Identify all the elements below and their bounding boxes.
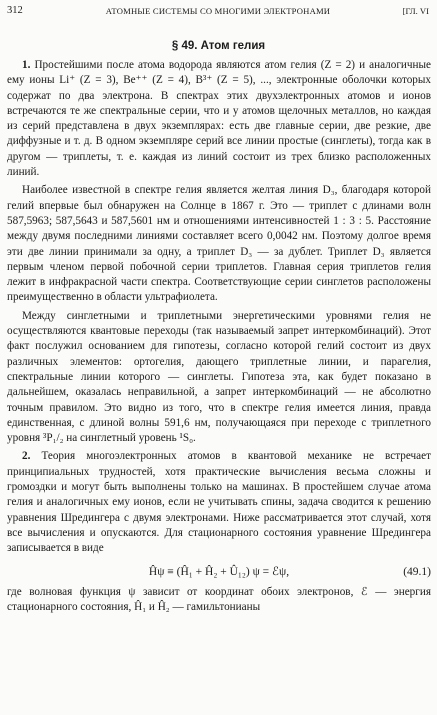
paragraph-text: Простейшими после атома водорода являются атом гелия (Z = 2) и аналогичные ему ионы Li⁺ (Z = 3), Be⁺⁺ (Z = 4), B³⁺ (Z = 5), ..., электронные оболочки которых содержат по два электрона. В спектрах этих двухэлектронных атомов и ионов встречаются те же спектральные серии, что и у атомов щелочных металлов, но каждая из серий представлена в двух экземплярах: есть две главные серии, две резкие, две диффузные и т. д. В одном экземпляре серий все линии простые (синглеты), тогда как в другом — триплеты, т. е. каждая из линий состоит из трех близко расположенных линий. <box>7 59 432 179</box>
paragraph-text: Теория многоэлектронных атомов в квантовой механике не встречает принципиальных трудностей, хотя практические вычисления весьма сложны и громоздки и могут быть выполнены только на машинах. В простейшем случае атома гелия и аналогичных ему ионов, если не учитывать спины, задача сводится к решению уравнения Шредингера с двумя электронами. Ниже рассматривается этот случай, хотя все вычисления и опускаются. Для стационарного состояния уравнение Шредингера записывается в виде <box>7 450 431 555</box>
running-title: АТОМНЫЕ СИСТЕМЫ СО МНОГИМИ ЭЛЕКТРОНАМИ <box>105 6 331 16</box>
chapter-label: [ГЛ. VI <box>402 6 429 16</box>
paragraph-text: Наиболее известной в спектре гелия является желтая линия D₃, благодаря которой гелий впервые был обнаружен на Солнце в 1867 г. Это — триплет с длинами волн 587,5963; 587,5643 и 587,5601 нм и отношениями интенсивностей 1 : 3 : 5. Расстояние между двумя последними линиями составляет всего 0,0042 нм. Поэтому долгое время эти две линии принимали за одну, а триплет D₃ — за дублет. Триплет D₃ является первым членом первой побочной серии триплетов. Главная серия триплетов гелия лежит в инфракрасной части спектра. Соответствующие серии синглетов расположены преимущественно в области ультрафиолета. <box>7 184 431 304</box>
equation-expression: Ĥψ ≡ (Ĥ₁ + Ĥ₂ + Û₁₂) ψ = ℰψ, <box>148 565 290 578</box>
paragraph-text: где волновая функция ψ зависит от координат обоих электронов, ℰ — энергия стационарного состояния, Ĥ₁ и Ĥ₂ — гамильтонианы <box>7 585 431 613</box>
paragraph-1 <box>7 58 431 180</box>
equation-49-1 <box>7 563 431 581</box>
item-number: 1. <box>22 59 31 71</box>
paragraph-4 <box>7 449 431 556</box>
equation-number: (49.1) <box>403 565 431 578</box>
paragraph-3 <box>7 309 431 447</box>
paragraph-text: Между синглетными и триплетными энергетическими уровнями гелия не осуществляются квантовые переходы (так называемый запрет интеркомбинаций). Этот факт послужил основанием для гипотезы, согласно которой гелий состоит из двух различных элементов: ортогелия, дающего триплетные линии, и парагелия, спектральные линии которого — синглеты. Гипотеза эта, как будет показано в дальнейшем, оказалась неправильной, а запрет интеркомбинаций — не абсолютно точным правилом. Это видно из того, что в спектре гелия имеется линия, правда единственная, с длиной волны 591,6 нм, получающаяся при переходе с триплетного уровня ³P₁/₂ на синглетный уровень ¹S₀. <box>7 309 431 445</box>
page-header <box>7 4 429 18</box>
page-number: 312 <box>7 5 23 16</box>
section-title: § 49. Атом гелия <box>171 40 266 52</box>
body-text <box>7 58 431 618</box>
paragraph-2 <box>7 183 431 305</box>
paragraph-after-equation <box>7 585 431 616</box>
item-number: 2. <box>22 450 31 463</box>
